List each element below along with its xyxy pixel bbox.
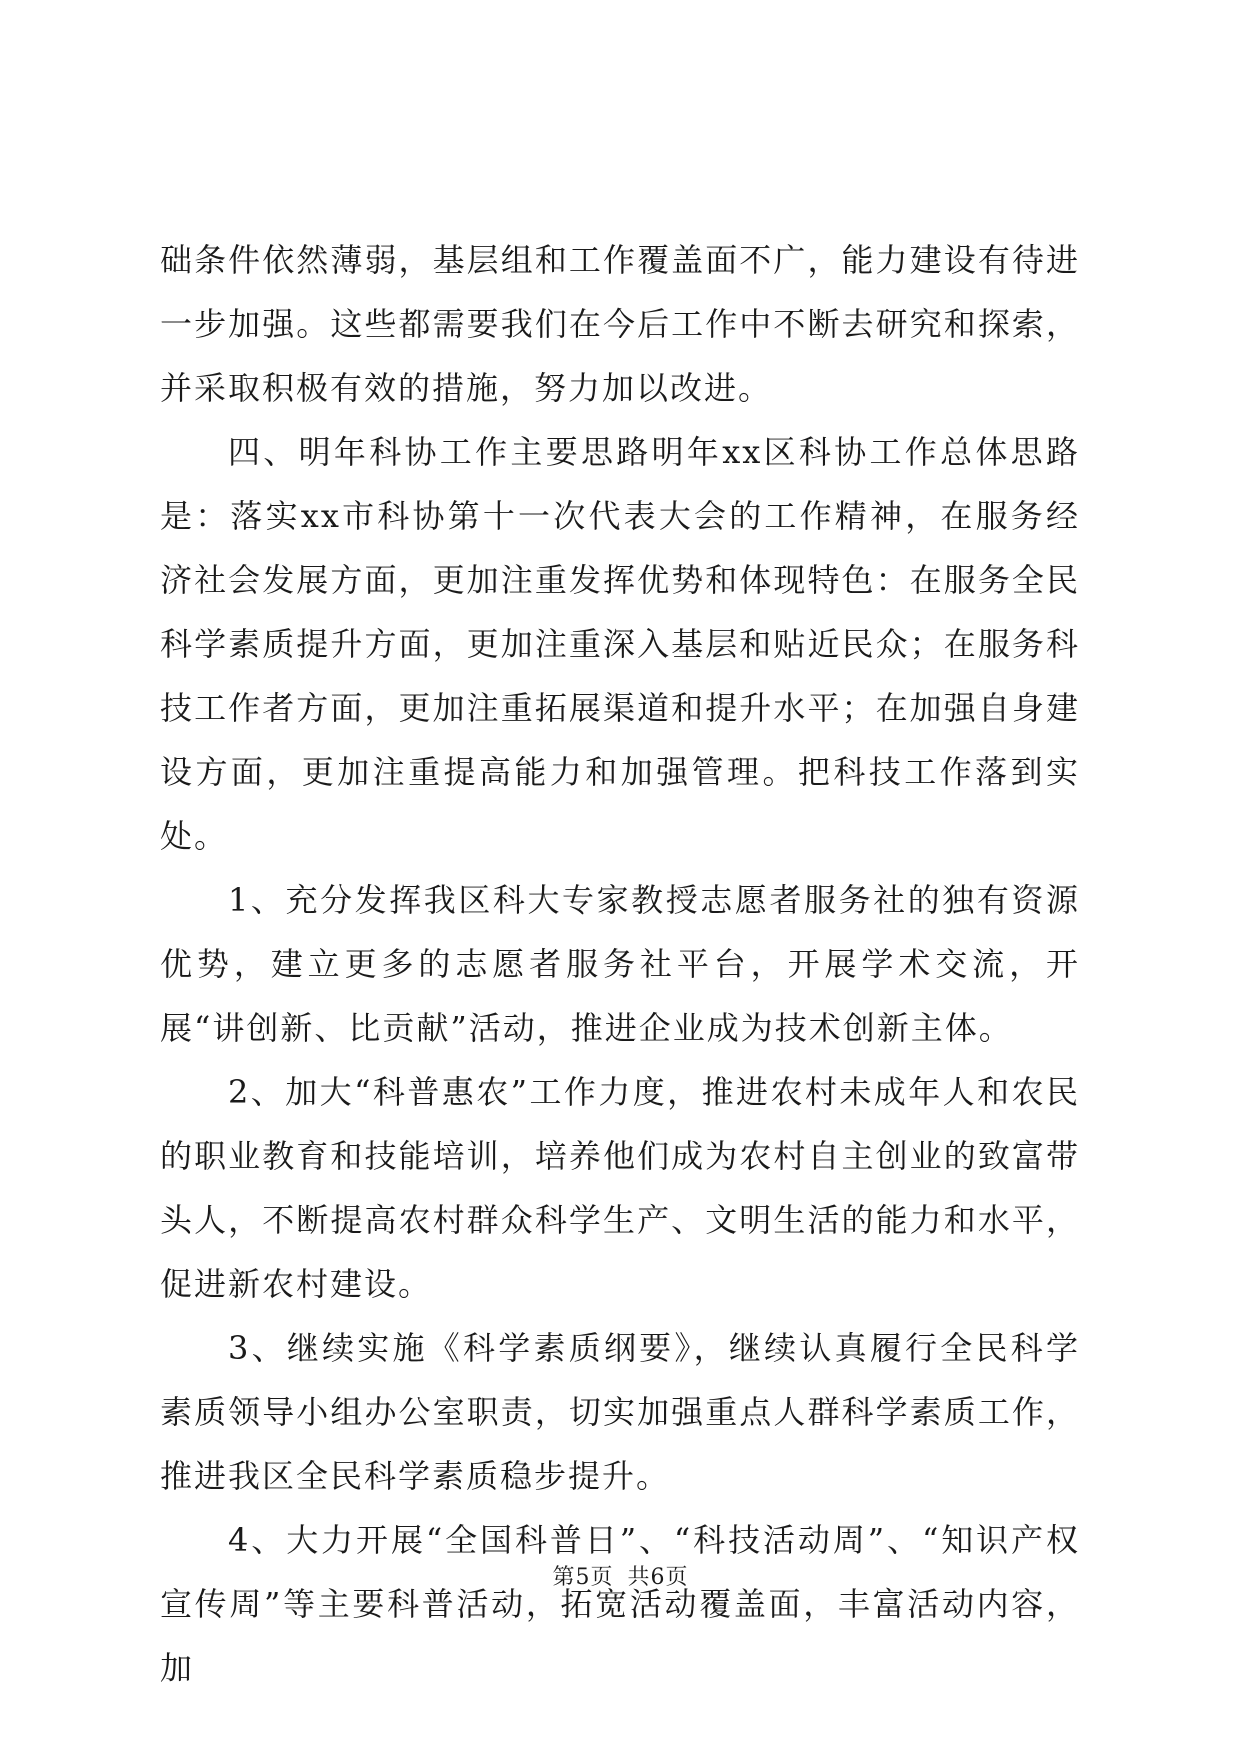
paragraph-item-3: 3、继续实施《科学素质纲要》，继续认真履行全民科学素质领导小组办公室职责，切实加强重点人群科学素质工作，推进我区全民科学素质稳步提升。 xyxy=(160,1329,1080,1495)
paragraph-item-4: 4、大力开展“全国科普日”、“科技活动周”、“知识产权宣传周”等主要科普活动，拓宽活动覆盖面，丰富活动内容，加 xyxy=(160,1521,1080,1687)
paragraph-continuation: 础条件依然薄弱，基层组和工作覆盖面不广，能力建设有待进一步加强。这些都需要我们在今后工作中不断去研究和探索，并采取积极有效的措施，努力加以改进。 xyxy=(160,241,1080,407)
document-body xyxy=(160,228,1080,1700)
page-number: 第5页 xyxy=(552,1565,614,1590)
paragraph-item-2: 2、加大“科普惠农”工作力度，推进农村未成年人和农民的职业教育和技能培训，培养他们成为农村自主创业的致富带头人，不断提高农村群众科学生产、文明生活的能力和水平，促进新农村建设。 xyxy=(160,1073,1080,1303)
page-total: 共6页 xyxy=(627,1565,689,1590)
paragraph-section-four: 四、明年科协工作主要思路明年xx区科协工作总体思路是：落实xx市科协第十一次代表大会的工作精神，在服务经济社会发展方面，更加注重发挥优势和体现特色：在服务全民科学素质提升方面，更加注重深入基层和贴近民众；在服务科技工作者方面，更加注重拓展渠道和提升水平；在加强自身建设方面，更加注重提高能力和加强管理。把科技工作落到实处。 xyxy=(160,433,1080,855)
page-footer xyxy=(0,1560,1241,1591)
paragraph-item-1: 1、充分发挥我区科大专家教授志愿者服务社的独有资源优势，建立更多的志愿者服务社平台，开展学术交流，开展“讲创新、比贡献”活动，推进企业成为技术创新主体。 xyxy=(160,881,1080,1047)
